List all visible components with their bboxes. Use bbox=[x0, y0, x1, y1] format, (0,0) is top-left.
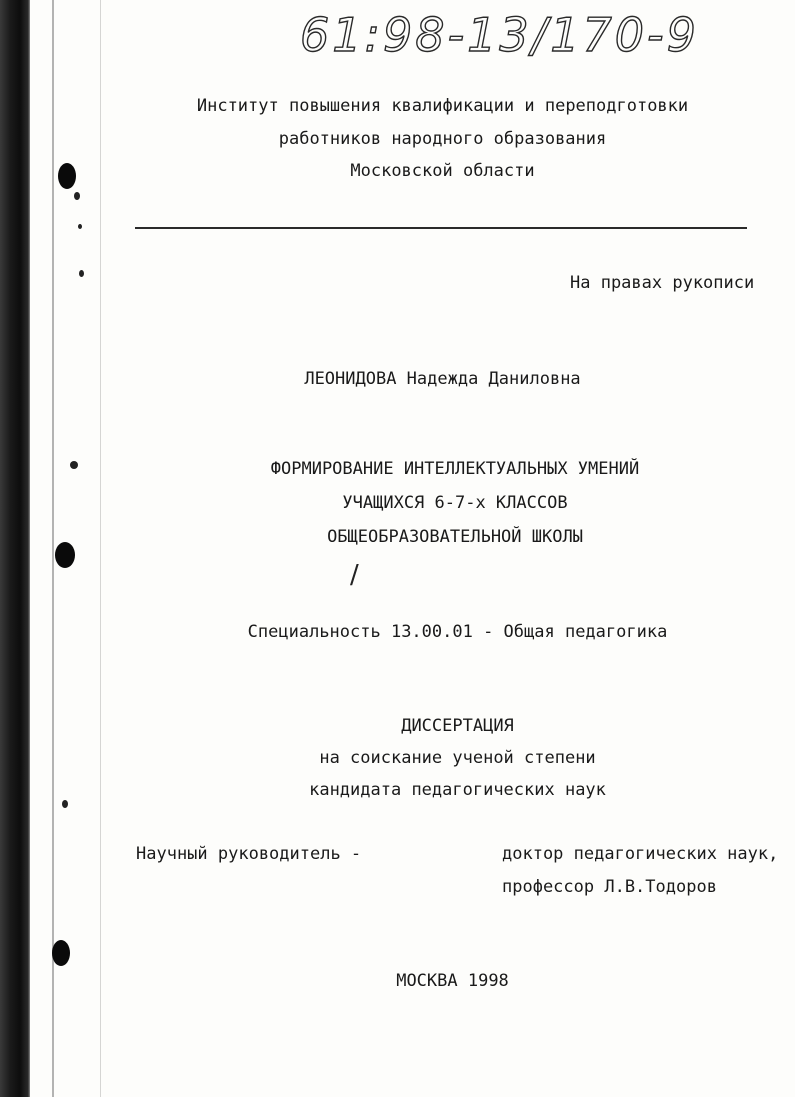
author-name: ЛЕОНИДОВА Надежда Даниловна bbox=[304, 369, 581, 389]
specialty-line: Специальность 13.00.01 - Общая педагогика bbox=[247, 622, 668, 642]
title-line-1: ФОРМИРОВАНИЕ ИНТЕЛЛЕКТУАЛЬНЫХ УМЕНИЙ bbox=[270, 459, 640, 479]
manuscript-note: На правах рукописи bbox=[570, 273, 755, 293]
title-line-3: ОБЩЕОБРАЗОВАТЕЛЬНОЙ ШКОЛЫ bbox=[327, 527, 583, 547]
dissertation-heading: ДИССЕРТАЦИЯ bbox=[401, 716, 514, 736]
dissertation-line-2: кандидата педагогических наук bbox=[309, 780, 606, 800]
supervisor-label: Научный руководитель - bbox=[136, 844, 362, 864]
supervisor-name: профессор Л.В.Тодоров bbox=[502, 877, 717, 897]
institution-line-3: Московской области bbox=[350, 161, 535, 181]
supervisor-degree: доктор педагогических наук, bbox=[502, 844, 779, 864]
header-divider bbox=[135, 227, 747, 229]
archive-number-stamp: 61:98-13/170-9 bbox=[300, 8, 699, 62]
punch-hole-bottom bbox=[52, 940, 70, 966]
institution-line-2: работников народного образования bbox=[278, 129, 607, 149]
handwritten-slash-mark: / bbox=[350, 560, 359, 590]
city-year: МОСКВА 1998 bbox=[396, 971, 509, 991]
title-line-2: УЧАЩИХСЯ 6-7-х КЛАССОВ bbox=[342, 493, 568, 513]
scan-speck bbox=[74, 192, 80, 200]
institution-line-1: Институт повышения квалификации и переподготовки bbox=[196, 96, 689, 116]
scan-speck bbox=[79, 270, 84, 277]
scan-speck bbox=[62, 800, 68, 808]
scan-speck bbox=[78, 224, 82, 229]
dissertation-line-1: на соискание ученой степени bbox=[319, 748, 596, 768]
